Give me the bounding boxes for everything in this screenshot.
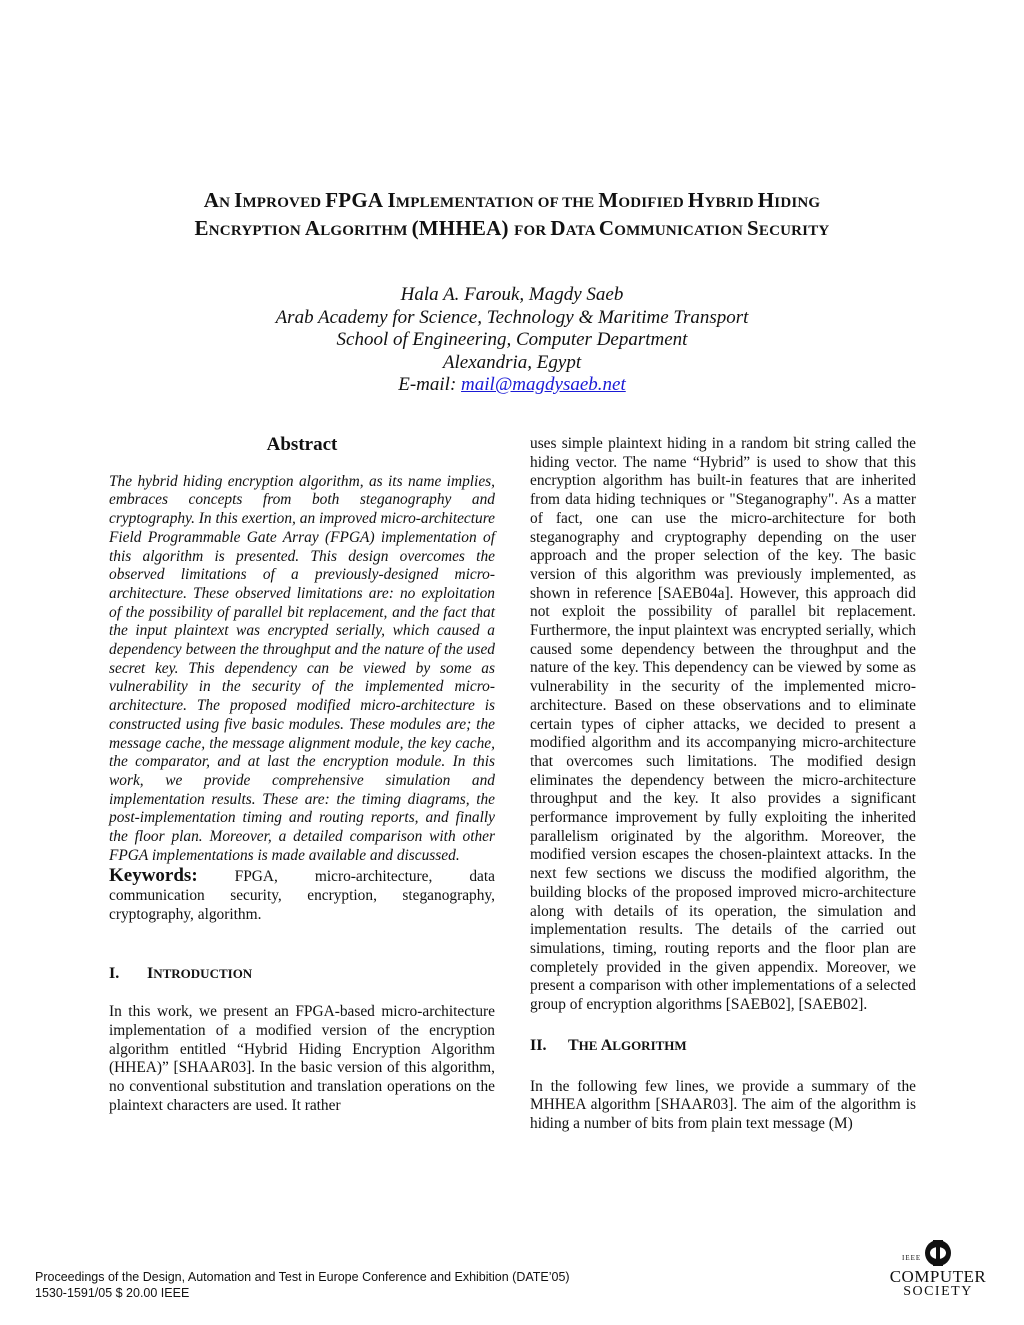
email-label: E-mail:	[398, 374, 462, 395]
introduction-paragraph: In this work, we present an FPGA-based micro-architecture implementation of a modified version of the encryption algorithm entitled “Hybrid Hiding Encryption Algorithm (HHEA)” [SHAAR03]. In the basic version of this algorithm, no conventional substitution and translation operations on the plaintext characters are used. It rather	[109, 1003, 495, 1114]
logo-ieee-text: IEEE	[902, 1254, 922, 1262]
author-department: School of Engineering, Computer Department	[336, 329, 688, 350]
section-heading-introduction: I. INTRODUCTION	[109, 964, 253, 982]
title-line-1: AN IMPROVED FPGA IMPLEMENTATION OF THE MODIFIED HYBRID HIDING	[203, 188, 821, 212]
algorithm-paragraph: In the following few lines, we provide a summary of the MHHEA algorithm [SHAAR03]. The aim of the algorithm is hiding a number of bits from plain text message (M)	[530, 1077, 916, 1132]
footer-line-1: Proceedings of the Design, Automation and Test in Europe Conference and Exhibition (DATE’05)	[35, 1270, 570, 1284]
introduction-continued-paragraph: uses simple plaintext hiding in a random bit string called the hiding vector. The name “Hybrid” is used to show that this encryption algorithm has built-in features that are inherited from data hiding techniques or "Steganography". As a matter of fact, one can use the micro-architecture for both steganography and cryptography depending on the user approach and the proper selection of the key. The basic version of this algorithm was previously implemented, as shown in reference [SAEB04a]. However, this approach did not exploit the possibility of parallel bit replacement. Furthermore, the input plaintext was encrypted serially, which caused some dependency between the throughput and the nature of the key. This dependency can be viewed by some as vulnerability in the security of the implemented micro-architecture. Based on these observations and to eliminate certain types of cipher attacks, we decided to present a modified algorithm and its accompanying micro-architecture that overcomes such limitations. The modified design eliminates the dependency between the micro-architecture throughput and the key. It also provides a significant performance improvement by fully exploiting the inherited parallelism originated by the algorithm. Moreover, the modified version escapes the chosen-plaintext attacks. In the next few sections we discuss the modified algorithm, the building blocks of the proposed improved micro-architecture along with details of its operation, the simulation and implementation results. The details of the carried out simulations, timing, routing reports and the floor plan are completely provided in the given appendix. Moreover, we present a comparison with other implementations of a selected group of encryption algorithms [SAEB02], [SAEB02].	[530, 435, 916, 1014]
author-names: Hala A. Farouk, Magdy Saeb	[400, 284, 624, 305]
ieee-computer-society-logo	[886, 1236, 990, 1300]
author-affiliation: Arab Academy for Science, Technology & Maritime Transport	[275, 306, 749, 328]
keywords-label: Keywords:	[109, 865, 198, 887]
email-link[interactable]: mail@magdysaeb.net	[461, 374, 626, 395]
abstract-text: The hybrid hiding encryption algorithm, as its name implies, embraces concepts from both steganography and cryptography. In this exertion, an improved micro-architecture Field Programmable Gate Array (FPGA) implementation of this algorithm is presented. This design overcomes the observed limitations of a previously-designed micro-architecture. These observed limitations are: no exploitation of the possibility of parallel bit replacement, and the fact that the input plaintext was encrypted serially, which caused a dependency between the throughput and the nature of the used secret key. This dependency can be viewed by some as vulnerability in the security of the implemented micro-architecture. The proposed modified micro-architecture is constructed using five basic modules. These modules are; the message cache, the message alignment module, the key cache, the comparator, and at last the encryption module. In this work, we provide comprehensive simulation and implementation results. These are: the timing diagrams, the post-implementation timing and routing reports, and finally the floor plan. Moreover, a detailed comparison with other FPGA implementations is made available and discussed.	[109, 472, 495, 864]
author-location: Alexandria, Egypt	[442, 351, 582, 373]
proceedings-footer	[35, 1269, 570, 1301]
author-block	[160, 284, 864, 397]
abstract-heading: Abstract	[266, 434, 338, 455]
section-heading-algorithm: II. THE ALGORITHM	[530, 1036, 687, 1054]
section-number: I.	[109, 964, 120, 982]
logo-computer-text: COMPUTER	[889, 1267, 987, 1286]
left-column	[109, 436, 495, 1116]
logo-society-text: SOCIETY	[903, 1284, 973, 1299]
computer-society-emblem-icon	[922, 1238, 954, 1268]
keywords	[109, 867, 495, 924]
keywords-text: FPGA, micro-architecture, data communication security, encryption, steganography, cryptography, algorithm.	[109, 868, 495, 923]
title-line-2: ENCRYPTION ALGORITHM (MHHEA) FOR DATA COMMUNICATION SECURITY	[194, 216, 830, 240]
section-number: II.	[530, 1036, 547, 1054]
footer-line-2: 1530-1591/05 $ 20.00 IEEE	[35, 1286, 190, 1300]
paper-title	[60, 188, 964, 244]
right-column	[530, 435, 916, 1134]
author-email-line	[160, 374, 864, 397]
